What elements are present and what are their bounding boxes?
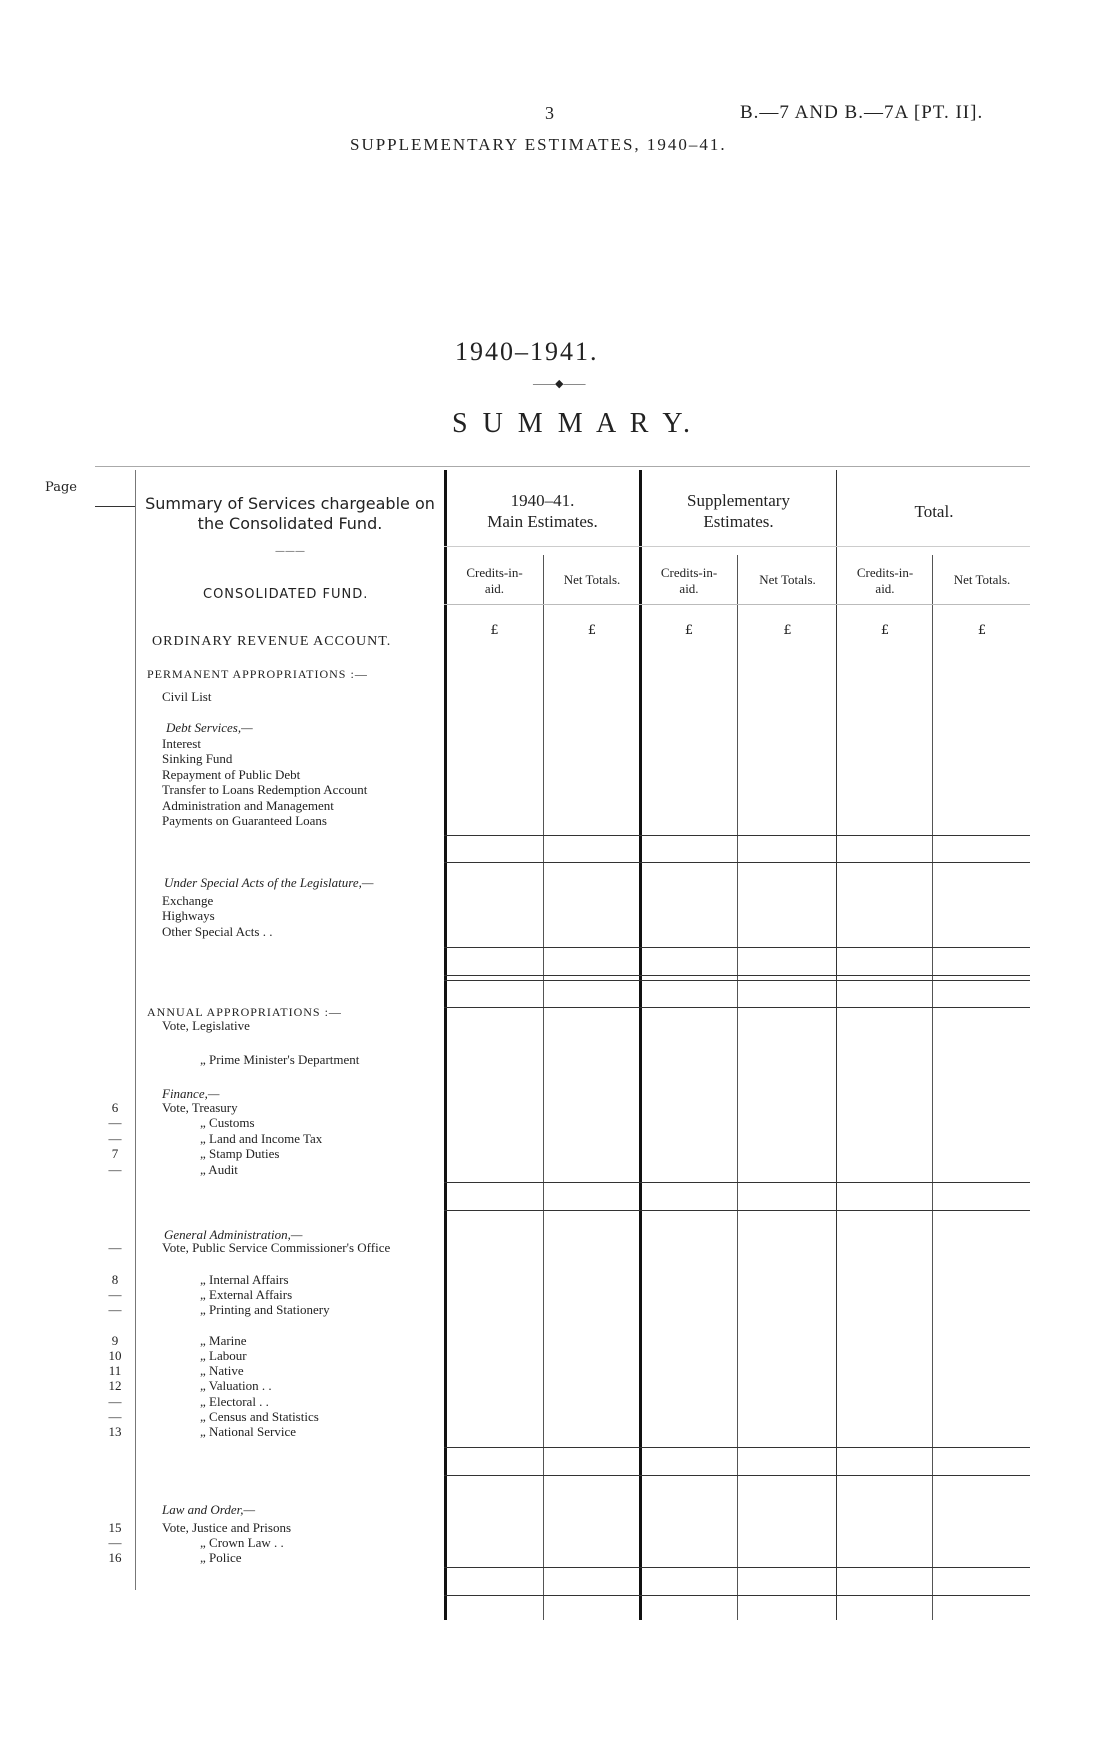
total-heading: Total. xyxy=(914,502,954,521)
row-label: „ Audit xyxy=(200,1162,238,1177)
row-label: Interest xyxy=(162,736,201,751)
row-label: „ Valuation . . xyxy=(200,1378,272,1393)
row-label: Vote, Treasury xyxy=(162,1100,238,1115)
subtotal-top-rule xyxy=(444,980,1030,981)
row-page-number: — xyxy=(108,1115,122,1130)
section-permanent: PERMANENT APPROPRIATIONS :— xyxy=(147,667,368,681)
title-ornament: ——◆—— xyxy=(533,378,586,390)
row-label: Vote, Legislative xyxy=(162,1018,250,1033)
section-debt: Debt Services,— xyxy=(166,720,253,735)
row-label: „ Native xyxy=(200,1363,244,1378)
row-page-number: — xyxy=(108,1240,122,1255)
year-title: 1940–1941. xyxy=(455,337,599,366)
row-label: „ Census and Statistics xyxy=(200,1409,319,1424)
row-label: Civil List xyxy=(162,689,212,704)
row-label: Other Special Acts . . xyxy=(162,924,273,939)
page-number: 3 xyxy=(545,103,554,123)
row-page-number: 6 xyxy=(111,1100,119,1115)
row-label: Vote, Public Service Commissioner's Office xyxy=(162,1240,391,1255)
subtotal-top-rule xyxy=(444,1447,1030,1448)
total-credits-divider xyxy=(932,555,933,1620)
summary-heading: S U M M A R Y. xyxy=(452,408,694,439)
pound-sign: £ xyxy=(977,623,987,638)
main-estimates-heading: 1940–41. Main Estimates. xyxy=(487,491,598,531)
row-page-number: 12 xyxy=(108,1378,122,1393)
row-label: „ Labour xyxy=(200,1348,247,1363)
heading-rule: ——— xyxy=(275,546,305,557)
supp-credits-heading: Credits-in- aid. xyxy=(660,565,718,596)
subtotal-top-rule xyxy=(444,947,1030,948)
section-general-admin: General Administration,— xyxy=(164,1227,303,1242)
row-page-number: 15 xyxy=(108,1520,122,1535)
pound-sign: £ xyxy=(783,623,792,638)
row-page-number: 8 xyxy=(111,1272,119,1287)
main-credits-divider xyxy=(543,555,544,1620)
section-special: Under Special Acts of the Legislature,— xyxy=(164,875,374,890)
main-net-heading: Net Totals. xyxy=(563,572,621,587)
summary-column-heading: Summary of Services chargeable on the Consolidated Fund. xyxy=(145,494,435,533)
row-label: „ Electoral . . xyxy=(200,1394,269,1409)
pound-sign: £ xyxy=(880,623,890,638)
pound-sign: £ xyxy=(684,623,694,638)
row-label: Repayment of Public Debt xyxy=(162,767,301,782)
row-label: Sinking Fund xyxy=(162,751,233,766)
section-finance: Finance,— xyxy=(162,1086,220,1101)
row-label: „ Printing and Stationery xyxy=(200,1302,330,1317)
row-label: „ Customs xyxy=(200,1115,255,1130)
row-page-number: 10 xyxy=(108,1348,122,1363)
subtotal-top-rule xyxy=(444,835,1030,836)
row-page-number: — xyxy=(108,1162,122,1177)
row-page-number: — xyxy=(108,1535,122,1550)
supp-credits-divider xyxy=(737,555,738,1620)
row-page-number: 16 xyxy=(108,1550,122,1565)
row-label: Transfer to Loans Redemption Account xyxy=(162,782,368,797)
row-page-number: 13 xyxy=(108,1424,122,1439)
row-page-number: — xyxy=(108,1131,122,1146)
subtotal-top-rule xyxy=(444,1182,1030,1183)
supp-net-heading: Net Totals. xyxy=(759,572,816,587)
section-law: Law and Order,— xyxy=(162,1502,256,1517)
row-page-number: — xyxy=(108,1287,122,1302)
page-col-rule xyxy=(95,506,135,507)
row-label: „ Stamp Duties xyxy=(200,1146,280,1161)
row-label: „ Police xyxy=(200,1550,242,1565)
account-label: ORDINARY REVENUE ACCOUNT. xyxy=(152,634,392,649)
row-label: „ Prime Minister's Department xyxy=(200,1052,360,1067)
section-annual: ANNUAL APPROPRIATIONS :— xyxy=(147,1005,342,1019)
subheader-rule xyxy=(444,604,1030,605)
document-reference: B.—7 AND B.—7A [PT. II]. xyxy=(740,102,984,123)
subtotal-bottom-rule xyxy=(444,1595,1030,1596)
row-page-number: — xyxy=(108,1409,122,1424)
total-net-heading: Net Totals. xyxy=(953,572,1011,587)
subtotal-bottom-rule xyxy=(444,1007,1030,1008)
row-label: „ External Affairs xyxy=(200,1287,293,1302)
row-page-number: 9 xyxy=(111,1333,119,1348)
row-page-number: — xyxy=(108,1394,122,1409)
fund-label: CONSOLIDATED FUND. xyxy=(203,587,369,602)
row-label: Payments on Guaranteed Loans xyxy=(162,813,327,828)
row-label: Highways xyxy=(162,908,215,923)
supp-estimates-heading: Supplementary Estimates. xyxy=(687,491,790,531)
row-label: „ Internal Affairs xyxy=(200,1272,289,1287)
total-credits-heading: Credits-in- aid. xyxy=(856,565,914,596)
subtotal-bottom-rule xyxy=(444,862,1030,863)
document-subtitle: SUPPLEMENTARY ESTIMATES, 1940–41. xyxy=(350,135,727,154)
main-credits-heading: Credits-in- aid. xyxy=(466,565,523,596)
table-top-rule xyxy=(95,466,1030,467)
pound-sign: £ xyxy=(587,623,597,638)
subtotal-bottom-rule xyxy=(444,975,1030,976)
subtotal-bottom-rule xyxy=(444,1210,1030,1211)
row-label: Exchange xyxy=(162,893,214,908)
row-page-number: 7 xyxy=(111,1146,119,1161)
page-column-divider xyxy=(135,470,136,1590)
row-page-number: — xyxy=(108,1302,122,1317)
row-label: „ National Service xyxy=(200,1424,297,1439)
page-column-heading: Page xyxy=(45,480,77,495)
row-label: „ Marine xyxy=(200,1333,247,1348)
header-rule xyxy=(444,546,1030,547)
pound-sign: £ xyxy=(490,623,499,638)
row-label: „ Crown Law . . xyxy=(200,1535,284,1550)
row-label: Vote, Justice and Prisons xyxy=(162,1520,292,1535)
subtotal-bottom-rule xyxy=(444,1475,1030,1476)
row-page-number: 11 xyxy=(108,1363,122,1378)
row-label: „ Land and Income Tax xyxy=(200,1131,323,1146)
subtotal-top-rule xyxy=(444,1567,1030,1568)
row-label: Administration and Management xyxy=(162,798,334,813)
